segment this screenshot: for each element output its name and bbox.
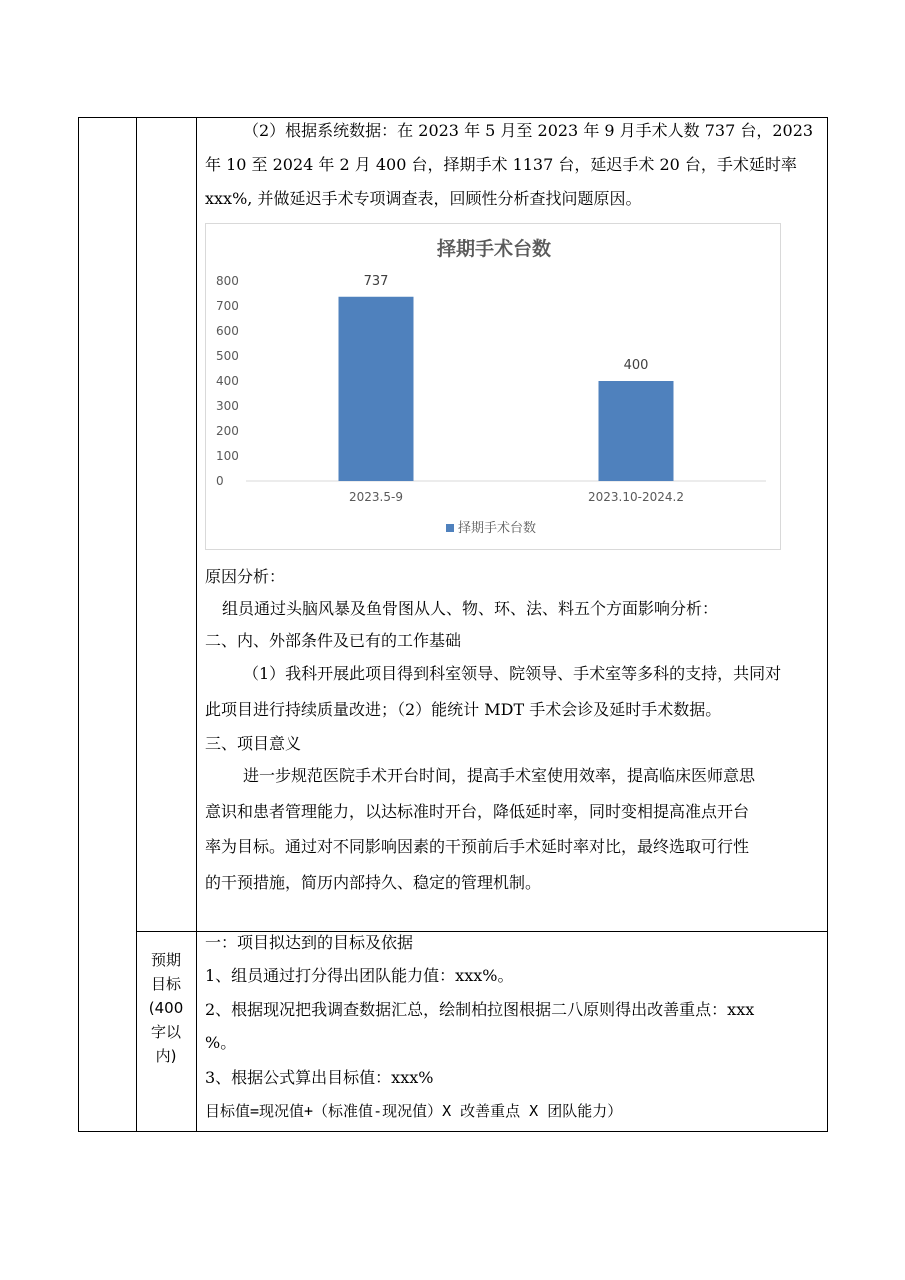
side-label-part: 目标 [150,975,181,993]
chart-canvas [206,224,782,551]
side-label-part: 内) [155,1047,177,1065]
legend-label: 择期手术台数 [458,521,537,536]
goal-line1: 1、组员通过打分得出团队能力值：xxx%。 [205,966,514,985]
y-tick-label: 800 [216,274,239,288]
cause-heading: 原因分析： [205,567,286,586]
bar-chart [205,223,781,550]
section2-line2: 此项目进行持续质量改进；（2）能统计 MDT 手术会诊及延时手术数据。 [205,700,722,719]
goal-line3: 3、根据公式算出目标值：xxx% [205,1068,434,1087]
y-tick-label: 400 [216,374,239,388]
legend-swatch [446,524,454,532]
data-label: 400 [623,358,649,373]
y-tick-label: 200 [216,424,239,438]
column-divider-2 [196,117,197,1132]
y-tick-label: 100 [216,449,239,463]
goal-line2-cont: %。 [205,1033,237,1052]
para1-line1: （2）根据系统数据：在 2023 年 5 月至 2023 年 9 月手术人数 737 台，2023 [243,121,814,140]
cause-line: 组员通过头脑风暴及鱼骨图从人、物、环、法、料五个方面影响分析： [222,599,719,618]
bar [599,381,674,481]
y-tick-label: 0 [216,474,224,488]
side-label-part: 字以 [150,1023,181,1041]
y-tick-label: 700 [216,299,239,313]
expected-goal-label [142,948,190,1068]
section3-line1: 进一步规范医院手术开台时间，提高手术室使用效率，提高临床医师意思 [243,766,756,785]
y-tick-label: 500 [216,349,239,363]
para1-line3: xxx%, 并做延迟手术专项调查表，回顾性分析查找问题原因。 [205,189,642,208]
x-tick-label: 2023.5-9 [349,490,403,504]
data-label: 737 [363,273,389,289]
bar [339,297,414,481]
column-divider-1 [136,117,137,1132]
section2-heading: 二、内、外部条件及已有的工作基础 [205,631,462,650]
section3-line4: 的干预措施，简历内部持久、稳定的管理机制。 [205,873,542,892]
x-tick-label: 2023.10-2024.2 [588,490,684,504]
section2-line1: （1）我科开展此项目得到科室领导、院领导、手术室等多科的支持，共同对 [243,664,782,683]
section3-line3: 率为目标。通过对不同影响因素的干预前后手术延时率对比，最终选取可行性 [205,837,750,856]
section3-heading: 三、项目意义 [205,734,302,753]
side-label-part: 预期 [150,951,181,969]
side-label-part: (400 [148,999,184,1017]
para1-line2: 年 10 至 2024 年 2 月 400 台，择期手术 1137 台，延迟手术 20 台，手术延时率 [205,155,797,174]
y-tick-label: 300 [216,399,239,413]
section3-line2: 意识和患者管理能力，以达标准时开台，降低延时率，同时变相提高准点开台 [205,802,750,821]
goal-line2: 2、根据现况把我调查数据汇总，绘制柏拉图根据二八原则得出改善重点：xxx [205,1000,755,1019]
chart-title: 择期手术台数 [436,238,552,260]
y-tick-label: 600 [216,324,239,338]
goal-formula: 目标值=现况值+（标准值-现况值）X 改善重点 X 团队能力） [205,1102,623,1120]
goal-heading: 一：项目拟达到的目标及依据 [205,933,414,952]
